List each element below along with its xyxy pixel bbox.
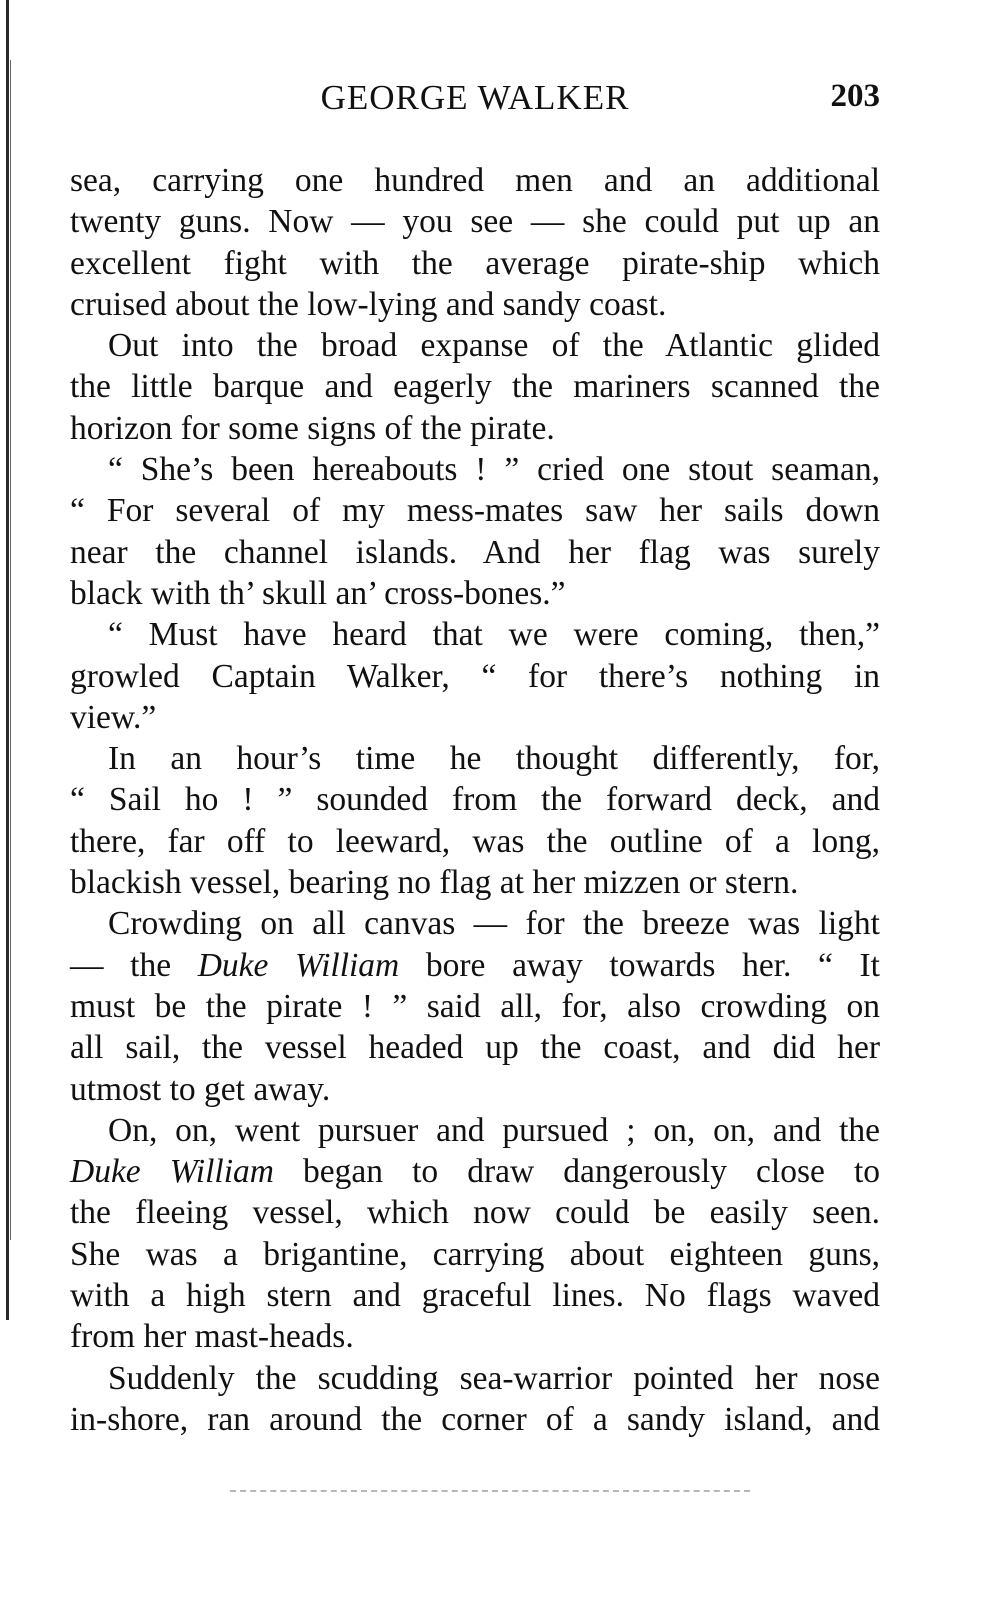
text-run: all sail, the vessel headed up the coast, and did her <box>70 1029 880 1067</box>
text-run: with a high stern and graceful lines. No flags waved <box>70 1277 880 1315</box>
text-run: twenty guns. Now — you see — she could put up an <box>70 203 880 241</box>
text-line <box>70 738 880 779</box>
text-run: “ Must have heard that we were coming, then,” <box>108 616 880 654</box>
paragraph <box>70 738 880 903</box>
text-line <box>70 1316 880 1357</box>
text-line <box>70 1192 880 1233</box>
text-run: the fleeing vessel, which now could be easily seen. <box>70 1194 880 1232</box>
text-run: from her mast-heads. <box>70 1318 354 1356</box>
text-line <box>70 656 880 697</box>
text-line <box>70 573 880 614</box>
text-line <box>70 201 880 242</box>
running-title: GEORGE WALKER <box>320 78 630 117</box>
paragraph <box>70 325 880 449</box>
paragraph <box>70 1358 880 1441</box>
page-header <box>70 78 880 128</box>
italic-ship-name: Duke William <box>197 946 400 984</box>
text-line <box>70 903 880 944</box>
binding-shadow <box>10 60 11 1240</box>
text-run: In an hour’s time he thought differently, for, <box>108 740 880 778</box>
italic-ship-name: Duke William <box>70 1153 274 1191</box>
text-line <box>70 1110 880 1151</box>
page-number: 203 <box>830 78 880 114</box>
binding-edge <box>6 0 9 1320</box>
text-run: there, far off to leeward, was the outline of a long, <box>70 822 880 860</box>
text-line <box>70 1151 880 1192</box>
text-run: blackish vessel, bearing no flag at her mizzen or stern. <box>70 864 799 902</box>
text-line <box>70 779 880 820</box>
text-run: excellent fight with the average pirate-ship which <box>70 244 880 282</box>
paragraph <box>70 614 880 738</box>
text-line <box>70 284 880 325</box>
text-line <box>70 366 880 407</box>
text-line <box>70 1399 880 1440</box>
text-line <box>70 614 880 655</box>
scan-artifact-dashes <box>230 1490 750 1496</box>
paragraph <box>70 1110 880 1358</box>
text-run: must be the pirate ! ” said all, for, also crowding on <box>70 987 880 1025</box>
text-line <box>70 243 880 284</box>
text-line <box>70 1275 880 1316</box>
text-run: utmost to get away. <box>70 1070 331 1108</box>
text-run: growled Captain Walker, “ for there’s nothing in <box>70 657 880 695</box>
text-line <box>70 697 880 738</box>
text-run: Suddenly the scudding sea-warrior pointed her nose <box>108 1359 880 1397</box>
text-line <box>70 1069 880 1110</box>
text-line <box>70 160 880 201</box>
text-line <box>70 1358 880 1399</box>
text-run: began to draw dangerously close to <box>273 1153 880 1191</box>
text-run: horizon for some signs of the pirate. <box>70 409 555 447</box>
text-run: Crowding on all canvas — for the breeze was light <box>108 905 880 943</box>
text-run: the little barque and eagerly the mariners scanned the <box>70 368 880 406</box>
text-line <box>70 1234 880 1275</box>
text-run: Out into the broad expanse of the Atlantic glided <box>108 327 880 365</box>
text-run: On, on, went pursuer and pursued ; on, on, and the <box>108 1111 880 1149</box>
text-run: in-shore, ran around the corner of a sandy island, and <box>70 1400 880 1438</box>
text-run: — the <box>70 946 198 984</box>
text-line <box>70 490 880 531</box>
text-run: “ Sail ho ! ” sounded from the forward deck, and <box>70 781 880 819</box>
text-run: cruised about the low-lying and sandy coast. <box>70 285 667 323</box>
text-run: bore away towards her. “ It <box>399 946 880 984</box>
text-run: “ She’s been hereabouts ! ” cried one stout seaman, <box>108 451 880 489</box>
text-run: She was a brigantine, carrying about eighteen guns, <box>70 1235 880 1273</box>
text-run: near the channel islands. And her flag was surely <box>70 533 880 571</box>
paragraph <box>70 449 880 614</box>
text-line <box>70 986 880 1027</box>
text-line <box>70 449 880 490</box>
text-run: black with th’ skull an’ cross-bones.” <box>70 574 566 612</box>
paragraph <box>70 903 880 1109</box>
text-line <box>70 1027 880 1068</box>
text-run: sea, carrying one hundred men and an additional <box>70 162 880 199</box>
body-text <box>70 160 880 1440</box>
text-line <box>70 408 880 449</box>
text-line <box>70 325 880 366</box>
text-line <box>70 862 880 903</box>
text-run: “ For several of my mess-mates saw her sails down <box>70 492 880 530</box>
paragraph <box>70 160 880 325</box>
text-line <box>70 821 880 862</box>
text-line <box>70 532 880 573</box>
text-line <box>70 945 880 986</box>
text-run: view.” <box>70 698 157 736</box>
